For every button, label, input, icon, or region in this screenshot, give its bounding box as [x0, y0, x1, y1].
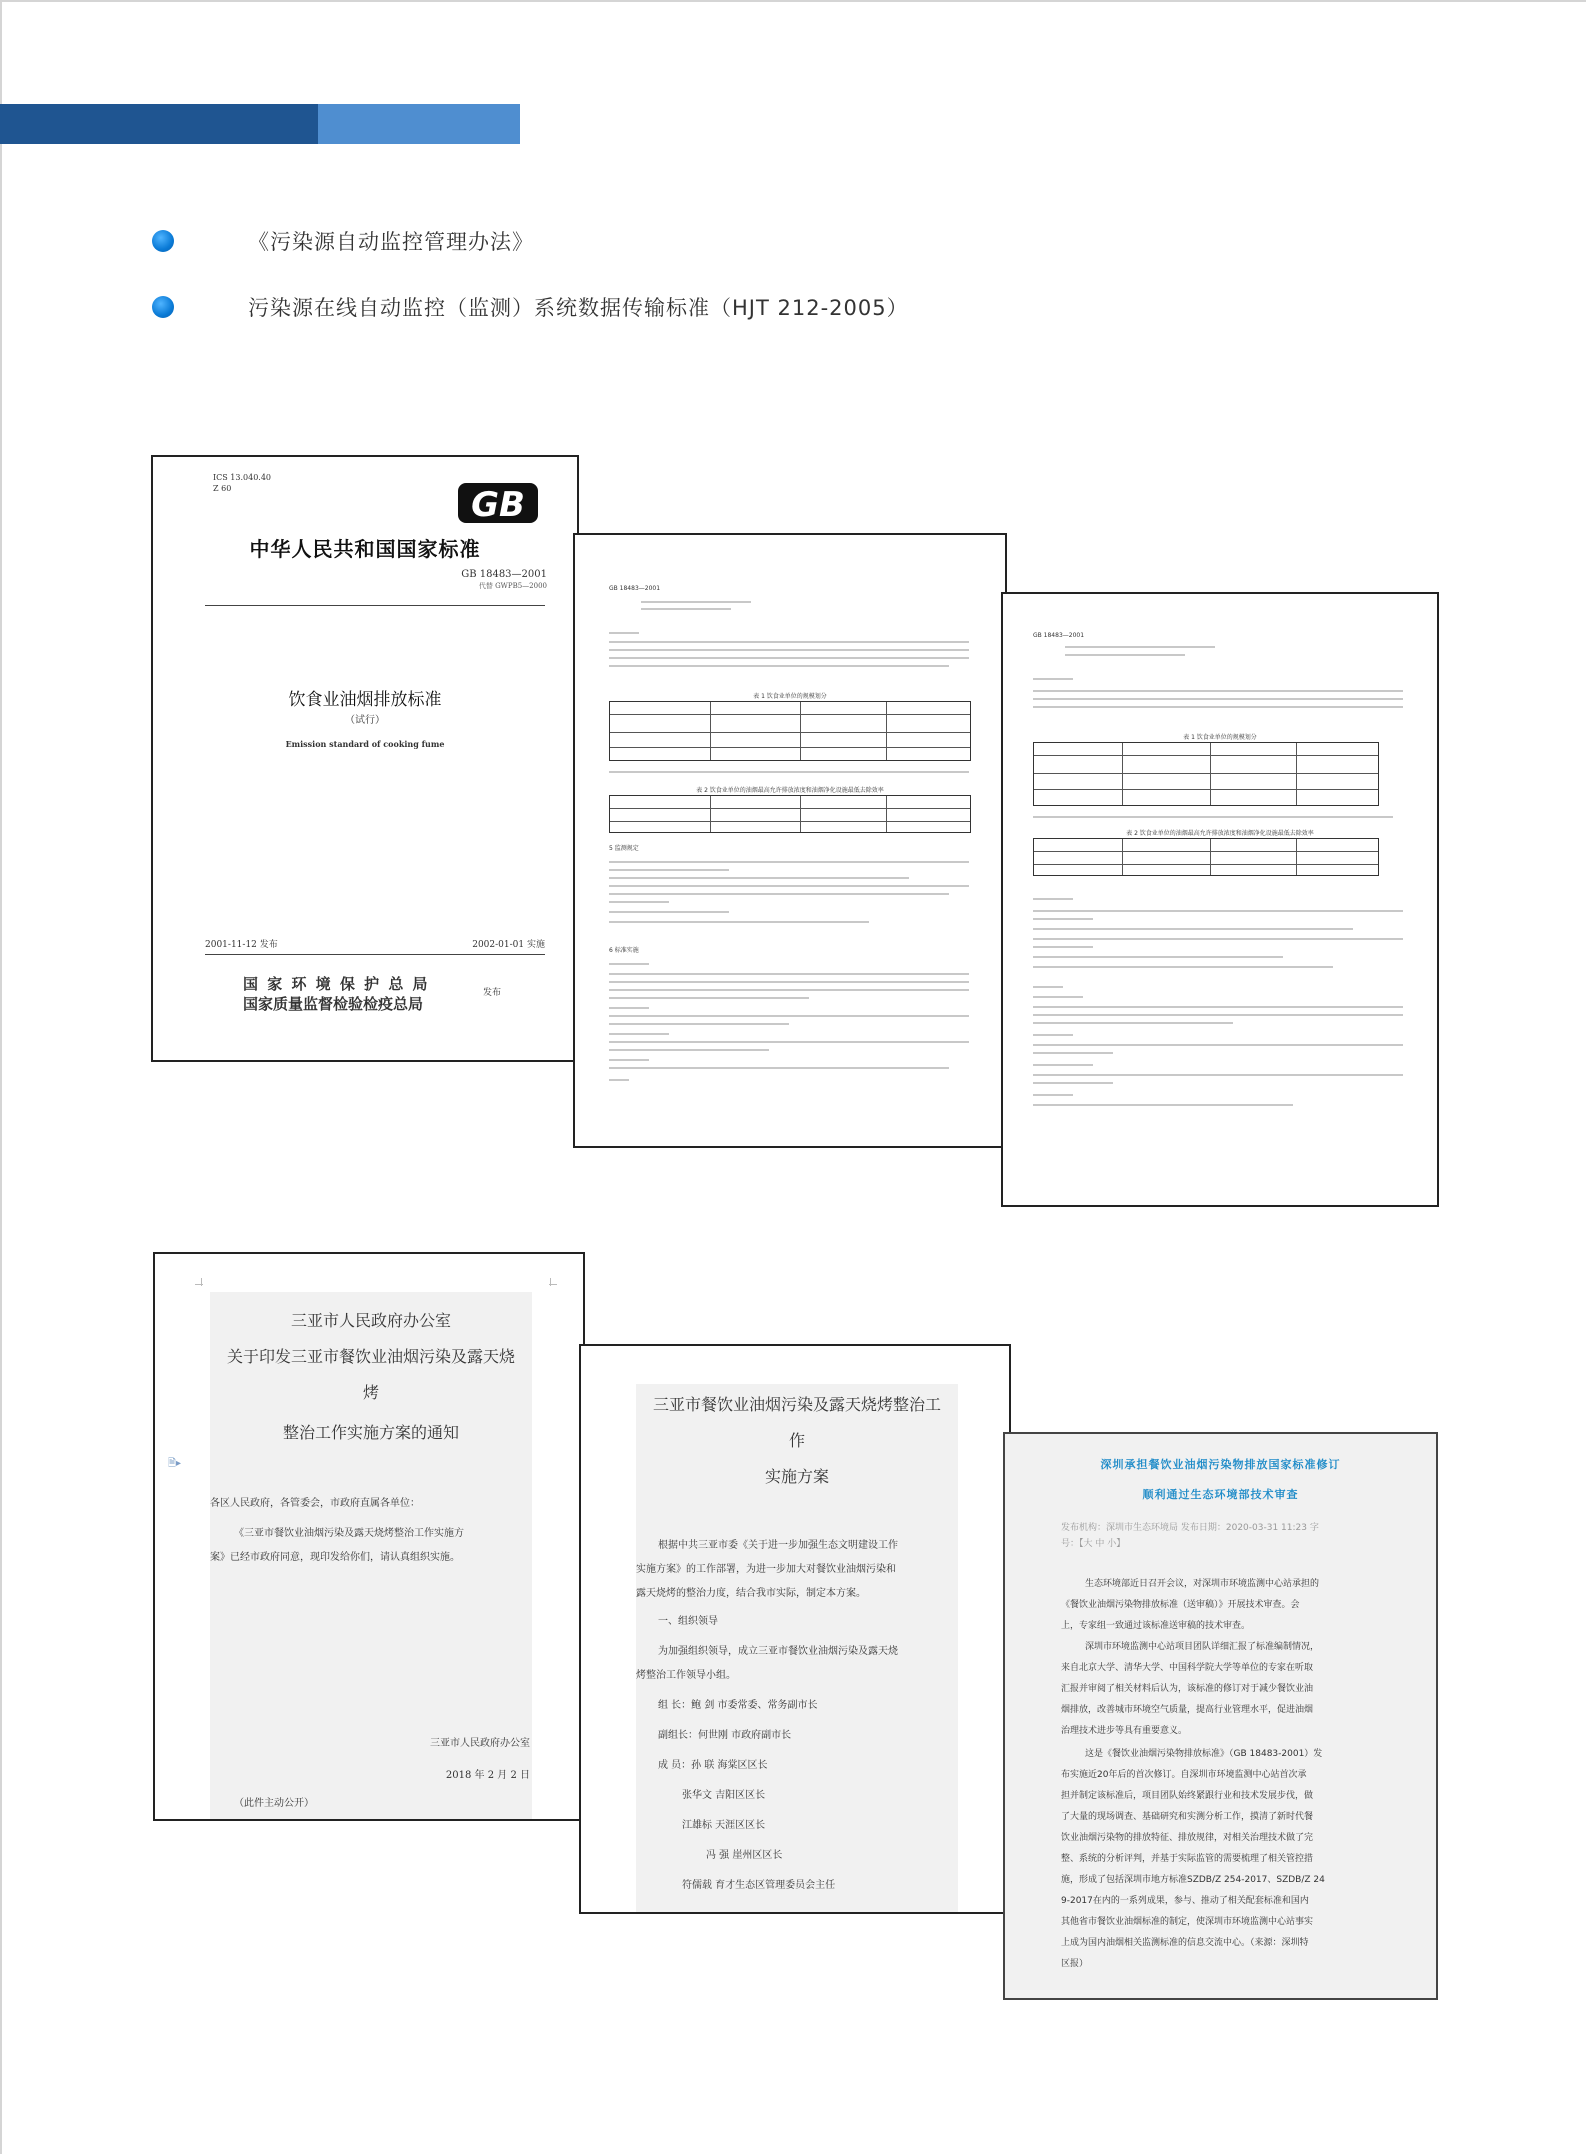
news-p3-line-1: 这是《餐饮业油烟污染物排放标准》（GB 18483-2001）发 [1085, 1749, 1323, 1759]
issue-date: 2001-11-12 发布 [205, 940, 278, 950]
news-p2-line-1: 深圳市环境监测中心站项目团队详细汇报了标准编制情况， [1085, 1642, 1320, 1652]
plan-member-1: 成 员：孙 联 海棠区区长 [658, 1760, 768, 1771]
standard-trial: （试行） [345, 715, 385, 726]
plan-section-heading: 一、组织领导 [658, 1616, 718, 1627]
gb-standard-cover [151, 455, 579, 1062]
bullet-item-transmission-standard: 污染源在线自动监控（监测）系统数据传输标准（HJT 212-2005） [248, 296, 909, 320]
notice-signature: 三亚市人民政府办公室 [430, 1738, 530, 1749]
emission-limit-table [609, 795, 971, 833]
issuer-mep: 国 家 环 境 保 护 总 局 [243, 975, 430, 993]
news-meta-line-1: 发布机构：深圳市生态环境局 发布日期：2020-03-31 11:23 字 [1061, 1523, 1319, 1533]
plan-intro-line-2: 实施方案》的工作部署，为进一步加大对餐饮业油烟污染和 [636, 1564, 896, 1575]
plan-title-line-3: 实施方案 [764, 1467, 829, 1486]
standard-title-en: Emission standard of cooking fume [285, 739, 445, 749]
table2-title: 表 2 饮食业单位的油烟最高允许排放浓度和油烟净化设施最低去除效率 [696, 787, 884, 794]
news-p1-line-2: 《餐饮业油烟污染物排放标准（送审稿）》开展技术审查。会 [1061, 1600, 1300, 1610]
replaces-code: 代替 GWPB5—2000 [478, 582, 547, 590]
news-p3-line-8: 9-2017在内的一系列成果，参与、推动了相关配套标准和国内 [1061, 1896, 1309, 1906]
plan-intro-line-1: 根据中共三亚市委《关于进一步加强生态文明建设工作 [658, 1540, 898, 1551]
table1-title: 表 1 饮食业单位的规模划分 [1183, 734, 1257, 741]
issuing-office: 三亚市人民政府办公室 [290, 1311, 451, 1330]
header-bar-dark [0, 104, 318, 144]
news-p1-line-3: 上，专家组一致通过该标准送审稿的技术审查。 [1061, 1621, 1251, 1631]
ccs-code: Z 60 [213, 484, 232, 493]
plan-member-4: 冯 强 崖州区区长 [706, 1850, 783, 1861]
plan-member-deputy: 副组长：何世刚 市政府副市长 [658, 1730, 792, 1741]
notice-date: 2018 年 2 月 2 日 [445, 1770, 530, 1781]
gb-standard-page-3 [1001, 592, 1439, 1207]
svg-text:GB: GB [471, 485, 525, 525]
news-p3-line-10: 上成为国内油烟相关监测标准的信息交流中心。（来源：深圳特 [1061, 1938, 1309, 1948]
bullet-dot-icon [152, 296, 174, 318]
size-classification-table [609, 701, 971, 761]
publish-label: 发布 [483, 988, 502, 998]
news-p3-line-3: 担并制定该标准后，项目团队始终紧跟行业和技术发展步伐，做 [1061, 1791, 1314, 1801]
notice-body-line-2: 案》已经市政府同意，现印发给你们，请认真组织实施。 [210, 1552, 460, 1563]
plan-member-3: 江雄标 天涯区区长 [682, 1820, 766, 1831]
page-text-line [1033, 816, 1393, 818]
standard-title-cn: 饮食业油烟排放标准 [288, 690, 442, 710]
notice-body-line-1: 《三亚市餐饮业油烟污染及露天烧烤整治工作实施方 [234, 1528, 464, 1539]
notice-title-line-3: 整治工作实施方案的通知 [282, 1423, 459, 1442]
standard-code: GB 18483—2001 [461, 569, 547, 580]
notice-footnote: （此件主动公开） [234, 1798, 314, 1809]
gb-logo-icon [456, 479, 540, 527]
file-icon: 🗎▸ [168, 1458, 182, 1469]
notice-title-line-1: 关于印发三亚市餐饮业油烟污染及露天烧 [226, 1347, 515, 1366]
page-text-line [609, 771, 969, 773]
news-p3-line-6: 整、系统的分析评判，并基于实际监管的需要梳理了相关管控措 [1061, 1854, 1314, 1864]
news-p1-line-1: 生态环境部近日召开会议，对深圳市环境监测中心站承担的 [1085, 1579, 1320, 1589]
news-p3-line-2: 布实施近20年后的首次修订。自深圳市环境监测中心站首次承 [1061, 1770, 1307, 1780]
news-p3-line-4: 了大量的现场调查、基础研究和实测分析工作，摸清了新时代餐 [1061, 1812, 1314, 1822]
news-p3-line-11: 区报） [1061, 1959, 1089, 1969]
emission-limit-table [1033, 838, 1379, 876]
plan-intro-line-3: 露天烧烤的整治力度，结合我市实际，制定本方案。 [636, 1588, 866, 1599]
news-p2-line-5: 治理技术进步等具有重要意义。 [1061, 1726, 1188, 1736]
plan-member-5: 符儒载 育才生态区管理委员会主任 [682, 1880, 836, 1891]
header-bar-light [318, 104, 520, 144]
plan-section-body-line-2: 烤整治工作领导小组。 [636, 1670, 736, 1681]
plan-section-body-line-1: 为加强组织领导，成立三亚市餐饮业油烟污染及露天烧 [658, 1646, 898, 1657]
table1-title: 表 1 饮食业单位的规模划分 [753, 693, 827, 700]
news-p3-line-7: 施，形成了包括深圳市地方标准SZDB/Z 254-2017、SZDB/Z 24 [1061, 1875, 1325, 1885]
sanya-plan-document [579, 1344, 1011, 1914]
news-p2-line-2: 来自北京大学、清华大学、中国科学院大学等单位的专家在听取 [1061, 1663, 1314, 1673]
news-title-line-1: 深圳承担餐饮业油烟污染物排放国家标准修订 [1100, 1458, 1341, 1471]
size-classification-table [1033, 742, 1379, 806]
page-left-border [0, 0, 2, 2154]
ics-code: ICS 13.040.40 [213, 473, 272, 482]
section-monitoring: 5 监测规定 [609, 845, 639, 852]
notice-title-line-2: 烤 [362, 1383, 379, 1402]
plan-title-line-1: 三亚市餐饮业油烟污染及露天烧烤整治工 [652, 1395, 941, 1414]
page-header: GB 18483—2001 [609, 585, 661, 592]
page-header: GB 18483—2001 [1033, 632, 1085, 639]
gb-standard-page-2 [573, 533, 1007, 1148]
cover-bottom-divider [205, 954, 545, 955]
page-top-border [0, 0, 1586, 2]
news-p3-line-5: 饮业油烟污染物的排放特征、排放规律，对相关治理技术做了完 [1061, 1833, 1314, 1843]
news-p2-line-4: 烟排放，改善城市环境空气质量，提高行业管理水平，促进油烟 [1061, 1705, 1314, 1715]
bullet-item-regulation: 《污染源自动监控管理办法》 [248, 230, 534, 254]
section-implementation: 6 标准实施 [609, 947, 639, 954]
news-p3-line-9: 其他省市餐饮业油烟标准的制定，使深圳市环境监测中心站事实 [1061, 1917, 1314, 1927]
table2-title: 表 2 饮食业单位的油烟最高允许排放浓度和油烟净化设施最低去除效率 [1126, 830, 1314, 837]
news-title-line-2: 顺利通过生态环境部技术审查 [1142, 1488, 1299, 1501]
issuer-aqsiq: 国家质量监督检验检疫总局 [243, 995, 424, 1013]
sanya-notice-document [153, 1252, 585, 1821]
news-meta-line-2: 号：【大 中 小】 [1061, 1539, 1126, 1549]
plan-title-line-2: 作 [788, 1431, 805, 1450]
cover-divider [205, 605, 545, 606]
plan-member-leader: 组 长：鲍 剑 市委常委、常务副市长 [658, 1700, 818, 1711]
shenzhen-news-article [1003, 1432, 1438, 2000]
country-standard-title: 中华人民共和国国家标准 [249, 537, 481, 561]
news-p2-line-3: 汇报并审阅了相关材料后认为，该标准的修订对于减少餐饮业油 [1061, 1684, 1314, 1694]
notice-salutation: 各区人民政府，各管委会，市政府直属各单位： [210, 1498, 420, 1509]
bullet-dot-icon [152, 230, 174, 252]
plan-member-2: 张华文 吉阳区区长 [682, 1790, 766, 1801]
implementation-date: 2002-01-01 实施 [472, 940, 545, 950]
